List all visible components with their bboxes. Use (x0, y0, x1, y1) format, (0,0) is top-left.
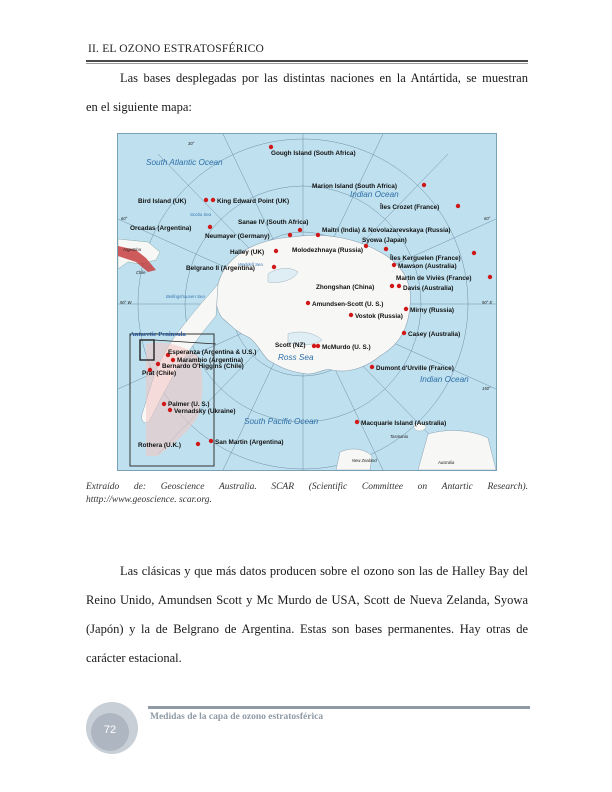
station-scott: Scott (NZ) (275, 342, 306, 349)
australia-landmass (418, 431, 496, 470)
station-zhongshan: Zhongshan (China) (316, 284, 375, 291)
station-vostok: Vostok (Russia) (355, 313, 403, 320)
graticule-label-60-left: 60° (121, 216, 128, 221)
graticule-label-150: 150° (482, 386, 491, 391)
body-line-1: Las clásicas y que más datos producen sobre el ozono son las de Halley Bay del (120, 564, 528, 578)
station-macquarie: Macquarie Island (Australia) (361, 420, 447, 427)
station-dot-palmer (162, 402, 166, 406)
ocean-label-south-pacific: South Pacific Ocean (244, 417, 319, 426)
region-label-peninsula: Antarctic Peninsula (130, 331, 186, 338)
station-belgrano: Belgrano II (Argentina) (186, 265, 255, 272)
intro-line-1: Las bases desplegadas por las distintas naciones en la Antártida, se muestran (120, 71, 528, 85)
region-label-australia: Australia (438, 460, 455, 465)
region-label-tasmania: Tasmania (390, 434, 409, 439)
station-halley: Halley (UK) (230, 249, 265, 256)
station-rothera: Rothera (U.K.) (138, 442, 181, 449)
station-orcadas: Orcadas (Argentina) (130, 225, 192, 232)
station-dot-casey (402, 331, 406, 335)
station-dot-kerguelen (472, 251, 476, 255)
station-dot-vernadsky (168, 408, 172, 412)
station-bird: Bird Island (UK) (138, 198, 187, 205)
station-dot-kep (211, 198, 215, 202)
station-sanae: Sanae IV (South Africa) (238, 219, 309, 226)
station-dot-mawson (392, 263, 396, 267)
station-dot-belgrano (272, 265, 276, 269)
footer-rule (148, 706, 530, 709)
station-gough: Gough Island (South Africa) (271, 150, 356, 157)
station-dot-martin (488, 275, 492, 279)
ocean-label-indian-bottom: Indian Ocean (420, 375, 469, 384)
station-dot-amundsen (306, 301, 310, 305)
body-line-3: (Japón) y la de Belgrano de Argentina. Estas son bases permanentes. Hay otras de (86, 622, 528, 636)
map-svg (118, 134, 496, 470)
region-label-scotia: Scotia Sea (190, 212, 212, 217)
station-mcmurdo: McMurdo (U. S.) (322, 344, 371, 351)
station-esperanza: Esperanza (Argentina & U.S.) (168, 349, 257, 356)
station-dot-mirny (404, 307, 408, 311)
station-syowa: Syowa (Japan) (362, 237, 407, 244)
station-dot-davis (397, 284, 401, 288)
region-label-new-zealand: New Zealand (352, 458, 377, 463)
station-vernadsky: Vernadsky (Ukraine) (174, 408, 236, 415)
footer-title: Medidas de la capa de ozono estratosférica (150, 712, 324, 722)
station-dot-sanae (298, 228, 302, 232)
station-marambio: Marambio (Argentina) (177, 357, 244, 364)
intro-line-2: en el siguiente mapa: (86, 100, 192, 114)
station-dot-halley (274, 249, 278, 253)
station-dot-gough (269, 145, 273, 149)
station-maitri: Maitri (India) & Novolazarevskaya (Russia) (322, 227, 451, 234)
page-number: 72 (103, 724, 117, 736)
station-sanmartin: San Martin (Argentina) (215, 439, 284, 446)
station-casey: Casey (Australia) (408, 331, 461, 338)
station-dot-zhongshan (390, 284, 394, 288)
station-marion: Marion Island (South Africa) (312, 183, 397, 190)
station-dot-syowa (364, 244, 368, 248)
region-label-bellingshausen: Bellingshausen Sea (166, 294, 205, 299)
ocean-label-ross-sea: Ross Sea (278, 353, 314, 362)
region-label-argentina: Argentina (123, 247, 141, 252)
station-martin: Martin de Viviès (France) (396, 275, 472, 282)
figure-caption (86, 481, 528, 507)
station-dot-dumont (370, 365, 374, 369)
graticule-label-60-right: 60° (484, 216, 491, 221)
station-palmer: Palmer (U. S.) (168, 401, 210, 408)
station-molodezhnaya: Molodezhnaya (Russia) (292, 247, 364, 254)
header-rule (86, 60, 528, 62)
station-dot-crozet (456, 204, 460, 208)
section-header: II. EL OZONO ESTRATOSFÉRICO (88, 43, 264, 55)
station-mirny: Mirny (Russia) (410, 307, 455, 314)
graticule-label-90e: 90° E (482, 300, 493, 305)
graticule-label-90w: 90° W (120, 300, 132, 305)
body-line-4: carácter estacional. (86, 651, 182, 665)
caption-line-1: Extraído de: Geoscience Australia. SCAR (Scientific Committee on Antartic Research). (86, 482, 528, 492)
station-dot-scott (312, 344, 316, 348)
station-dot-marion (422, 183, 426, 187)
antarctic-stations-map (117, 133, 497, 471)
station-crozet: Îles Crozet (France) (380, 204, 440, 211)
station-davis: Davis (Australia) (403, 285, 454, 292)
station-dot-sanmartin (209, 439, 213, 443)
caption-line-2: htttp://www.geoscience. scar.org. (86, 495, 212, 505)
station-dot-macquarie (355, 420, 359, 424)
station-dot-bird (204, 198, 208, 202)
station-dot-ohiggins (156, 362, 160, 366)
station-dot-marambio (171, 358, 175, 362)
station-prat: Prat (Chile) (142, 370, 177, 377)
station-dot-neumayer (288, 233, 292, 237)
ocean-label-indian-top: Indian Ocean (350, 190, 399, 199)
body-line-2: Reino Unido, Amundsen Scott y Mc Murdo de USA, Scott de Nueva Zelanda, Syowa (86, 593, 528, 607)
region-label-chile: Chile (136, 270, 146, 275)
station-dot-vostok (349, 313, 353, 317)
station-dot-molodezhnaya (384, 247, 388, 251)
station-mawson: Mawson (Australia) (398, 263, 457, 270)
station-dumont: Dumont d'Urville (France) (376, 365, 454, 372)
station-ohiggins: Bernardo O'Higgins (Chile) (162, 363, 244, 370)
station-dot-rothera (196, 442, 200, 446)
station-dot-mcmurdo (316, 344, 320, 348)
station-dot-orcadas (208, 225, 212, 229)
station-dot-maitri (316, 233, 320, 237)
graticule-label-30: 30° (188, 141, 195, 146)
ocean-label-south-atlantic: South Atlantic Ocean (146, 158, 223, 167)
station-amundsen: Amundsen-Scott (U. S.) (312, 301, 384, 308)
station-kerguelen: Îles Kerguelen (France) (390, 255, 461, 262)
station-kep: King Edward Point (UK) (217, 198, 290, 205)
station-neumayer: Neumayer (Germany) (205, 233, 270, 240)
region-label-weddell: Weddell Sea (238, 262, 263, 267)
